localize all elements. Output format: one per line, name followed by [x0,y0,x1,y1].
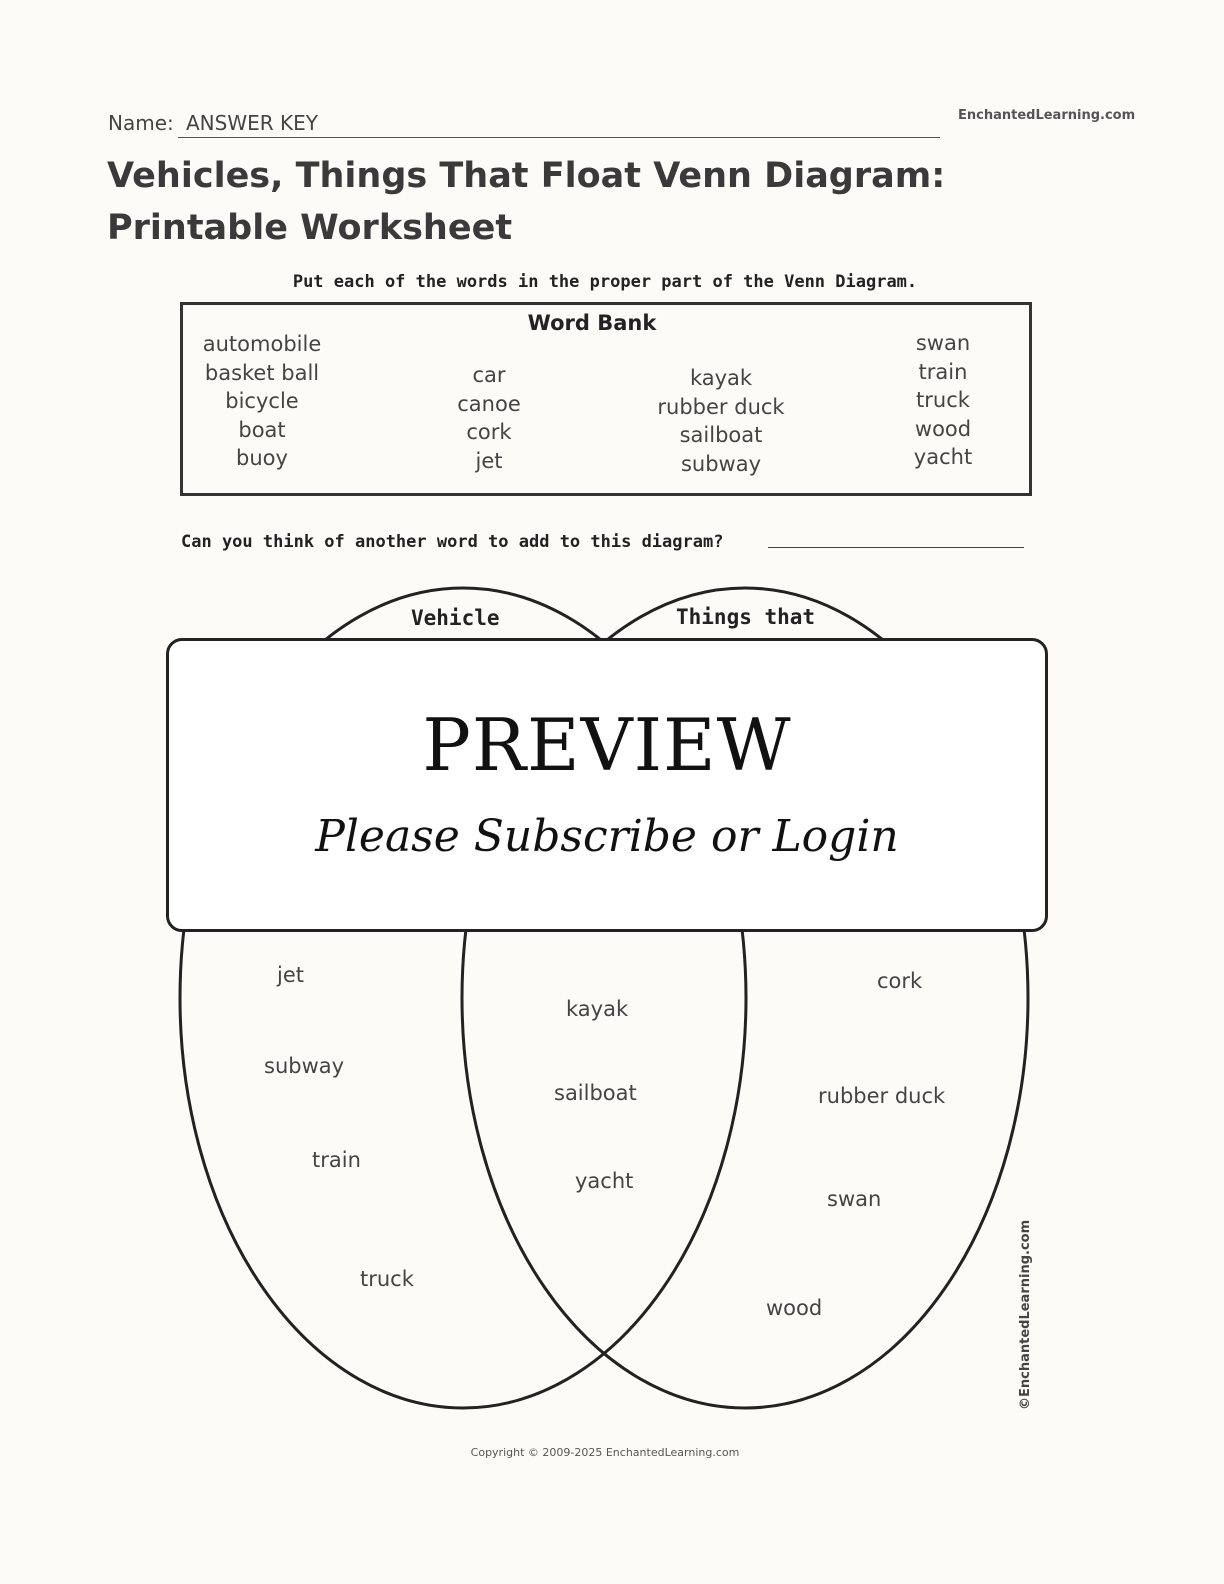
word-bank-item: kayak [689,366,753,390]
venn-right-word: wood [766,1296,823,1320]
name-label: Name: [108,111,174,135]
word-bank-item: boat [238,417,286,442]
venn-left-word: jet [277,963,304,987]
word-bank-item: car [472,363,506,387]
word-bank-item: bicycle [225,389,299,413]
footer-copyright: Copyright © 2009-2025 EnchantedLearning.com [470,1446,740,1459]
side-copyright: ©EnchantedLearning.com [1018,1219,1033,1410]
venn-left-label: Vehicle [411,606,500,630]
instruction-text: Put each of the words in the proper part of the Venn Diagram. [292,272,918,292]
venn-right-label: Things that [676,605,816,629]
venn-middle-word: sailboat [554,1081,637,1105]
word-bank-item: truck [916,388,970,412]
venn-right-word: rubber duck [818,1084,946,1108]
extra-word-question: Can you think of another word to add to this diagram? [181,532,724,552]
word-bank-item: wood [914,416,972,441]
word-bank-item: train [918,359,968,384]
venn-right-word: cork [877,969,923,993]
preview-title: PREVIEW [422,703,792,787]
name-value: ANSWER KEY [186,111,318,135]
word-bank-item: sailboat [679,423,763,447]
venn-middle-word: kayak [566,997,629,1021]
preview-overlay[interactable] [166,638,1048,932]
word-bank-item: yacht [913,445,973,469]
word-bank-item: basket ball [204,360,320,385]
venn-left-word: train [312,1148,361,1172]
venn-left-word: truck [360,1267,414,1291]
word-bank-item: rubber duck [657,394,785,419]
word-bank-item: swan [915,331,971,355]
word-bank-item: jet [475,448,503,473]
site-brand-link[interactable]: EnchantedLearning.com [958,108,1136,123]
word-bank-item: cork [466,420,512,444]
venn-right-word: swan [827,1187,882,1211]
word-bank-item: subway [680,451,762,476]
venn-left-word: subway [264,1054,345,1078]
page-title: Vehicles, Things That Float Venn Diagram: Printable Worksheet [107,156,946,248]
venn-middle-word: yacht [575,1169,634,1193]
word-bank-item: buoy [236,446,288,470]
subscribe-login-prompt[interactable]: Please Subscribe or Login [315,811,899,862]
word-bank-title: Word Bank [527,311,657,335]
word-bank-item: canoe [457,391,521,416]
word-bank-item: automobile [202,332,322,356]
